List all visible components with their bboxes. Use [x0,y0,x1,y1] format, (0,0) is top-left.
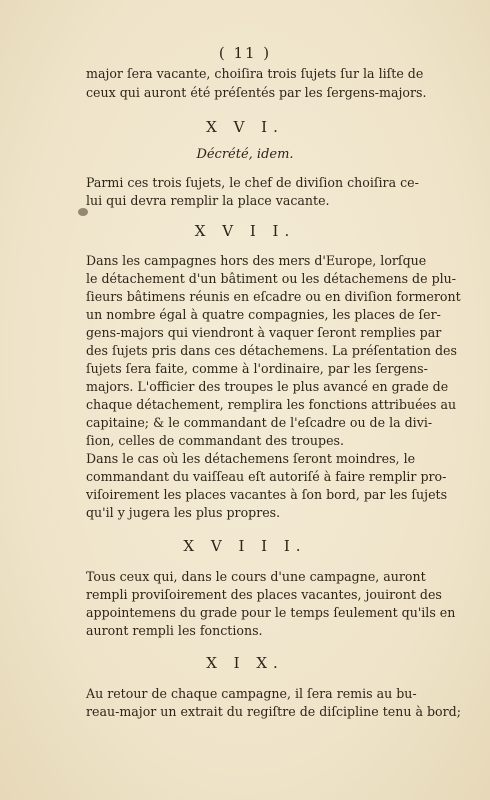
text-line: majors. L'officier des troupes le plus avancé en grade de [86,379,449,394]
text-line: Au retour de chaque campagne, il ſera remis au bu- [86,686,417,701]
text-line: Tous ceux qui, dans le cours d'une campagne, auront [86,569,426,584]
text-line: reau-major un extrait du regiſtre de diſcipline tenu à bord; [86,704,461,719]
text-line: un nombre égal à quatre compagnies, les places de ſer- [86,307,441,322]
text-line: chaque détachement, remplira les fonctions attribuées au [86,397,457,412]
text-line: ſujets ſera faite, comme à l'ordinaire, par les ſergens- [86,361,428,376]
text-line: ſieurs bâtimens réunis en eſcadre ou en diviſion formeront [86,289,461,304]
text-line: le détachement d'un bâtiment ou les détachemens de plu- [86,271,457,286]
text-line: rempli proviſoirement des places vacantes, jouiront des [86,587,442,602]
text-line: ceux qui auront été préſentés par les ſergens-majors. [86,85,427,100]
text-line: qu'il y jugera les plus propres. [86,505,281,520]
ink-spot [78,208,88,216]
text-line: capitaine; & le commandant de l'eſcadre ou de la divi- [86,415,433,430]
text-line: major ſera vacante, choiſira trois ſujets ſur la liſte de [86,66,424,81]
section-heading-xvi: X V I. [206,118,284,136]
text-line: ſion, celles de commandant des troupes. [86,433,345,448]
page-number: ( 11 ) [218,44,272,62]
text-line: gens-majors qui viendront à vaquer ſeront remplies par [86,325,442,340]
text-line: lui qui devra remplir la place vacante. [86,193,330,208]
decree-note: Décrété, idem. [196,147,294,162]
section-heading-xvii: X V I I. [194,222,296,240]
text-line: Parmi ces trois ſujets, le chef de diviſion choiſira ce- [86,175,419,190]
text-line: Dans les campagnes hors des mers d'Europe, lorſque [86,253,427,268]
section-heading-xviii: X V I I I. [183,537,307,555]
text-line: des ſujets pris dans ces détachemens. La préſentation des [86,343,457,358]
text-line: appointemens du grade pour le temps ſeulement qu'ils en [86,605,456,620]
text-line: Dans le cas où les détachemens ſeront moindres, le [86,451,416,466]
text-line: viſoirement les places vacantes à ſon bord, par les ſujets [86,487,448,502]
text-line: auront rempli les fonctions. [86,623,263,638]
text-line: commandant du vaiſſeau eſt autoriſé à faire remplir pro- [86,469,447,484]
section-heading-xix: X I X. [206,654,284,672]
